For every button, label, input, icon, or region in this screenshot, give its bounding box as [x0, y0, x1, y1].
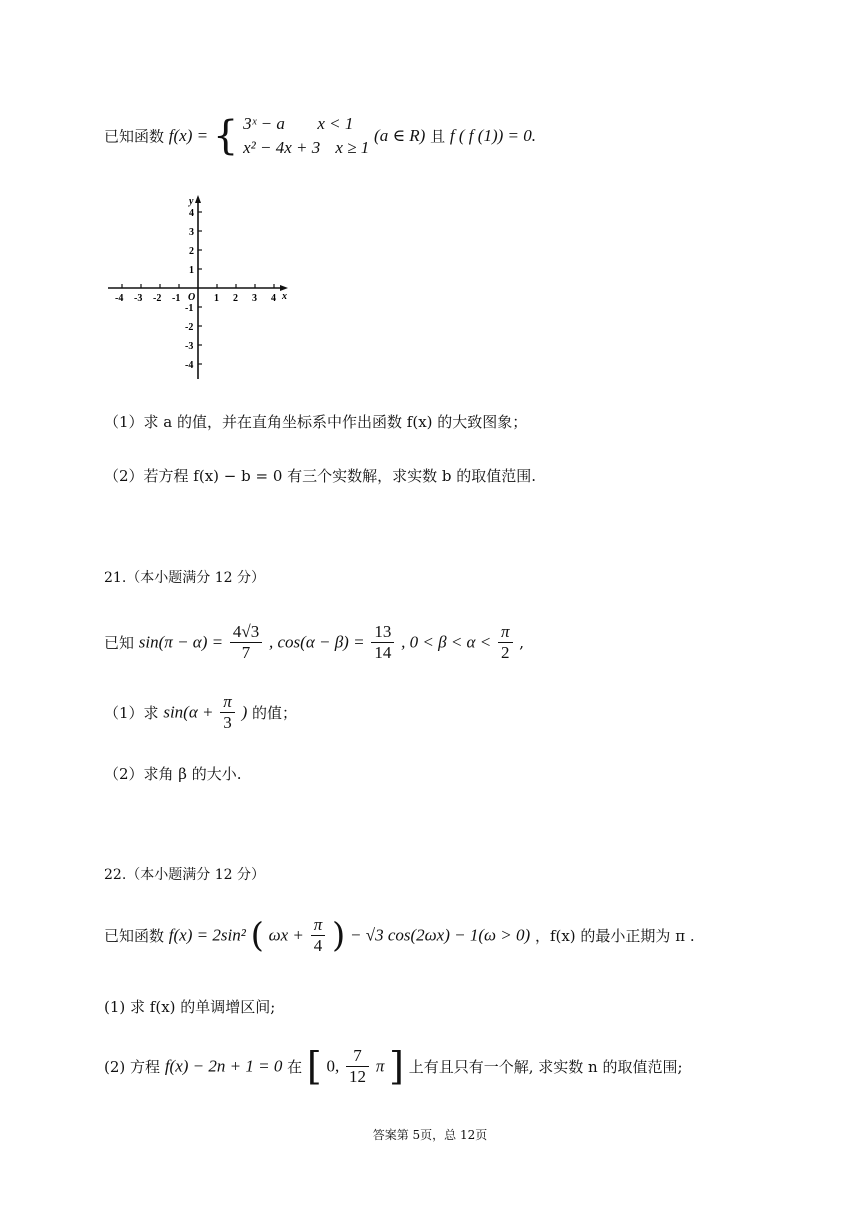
y-tick-label: 1 [189, 265, 194, 276]
problem21-intro: 已知 [104, 634, 135, 652]
x-tick-label: -4 [115, 293, 124, 304]
problem22-question1: (1) 求 f(x) 的单调增区间; [104, 998, 276, 1016]
problem21-statement [104, 622, 524, 663]
x-tick-label: 2 [233, 293, 238, 304]
problem21-question1 [104, 692, 297, 733]
piecewise-cases [243, 112, 369, 160]
y-tick-label: 3 [189, 227, 194, 238]
fraction-numerator: π [220, 692, 235, 713]
problem21-question2: （2）求角 β 的大小. [104, 765, 242, 783]
fraction-pi-over-2 [498, 622, 513, 663]
question2-prefix: (2) 方程 [104, 1058, 161, 1076]
composite-condition: f ( f (1)) = 0. [449, 126, 536, 145]
x-tick-label: -2 [153, 293, 162, 304]
question2-suffix: 上有且只有一个解, 求实数 n 的取值范围; [408, 1058, 683, 1076]
inequality-chain: , 0 < β < α < [401, 632, 492, 652]
question1-close-paren: ) [241, 702, 248, 722]
fraction-pi-over-4 [311, 915, 326, 956]
y-tick-label: -1 [185, 303, 194, 314]
fraction-numerator: 7 [346, 1046, 369, 1067]
y-axis-label: y [189, 196, 194, 207]
parameter-domain: (a ∈ R) [374, 126, 426, 145]
case2-condition: x ≥ 1 [335, 138, 370, 157]
right-bracket: ] [389, 1044, 404, 1089]
question2-in: 在 [287, 1058, 303, 1076]
left-bracket: [ [306, 1044, 322, 1089]
origin-label: O [188, 292, 196, 303]
fraction-denominator: 2 [501, 643, 510, 662]
and-connector: 且 [430, 127, 446, 146]
fraction-numerator: π [311, 915, 326, 936]
x-tick-label: 1 [214, 293, 219, 304]
x-tick-label: -1 [172, 293, 181, 304]
statement-tail: ，f(x) 的最小正期为 π . [534, 927, 695, 945]
problem22-question2 [104, 1046, 683, 1087]
fraction-13-over-14 [371, 622, 394, 663]
fraction-numerator: π [498, 622, 513, 643]
function-name: f(x) = [168, 126, 209, 145]
piecewise-brace: { [212, 113, 239, 159]
problem22-statement [104, 915, 695, 956]
y-tick-label: 4 [189, 208, 194, 219]
fraction-denominator: 7 [241, 643, 251, 662]
fraction-denominator: 3 [223, 713, 232, 732]
function-definition-part1: f(x) = 2sin² [168, 925, 246, 945]
y-tick-label: -3 [185, 341, 194, 352]
equation-lhs2: , cos(α − β) = [269, 632, 365, 652]
case1-condition: x < 1 [317, 114, 354, 133]
problem20-question2: （2）若方程 f(x) − b = 0 有三个实数解，求实数 b 的取值范围. [104, 467, 537, 485]
case1-expression: 3ˣ − a [243, 114, 285, 133]
interval-end-pi: π [375, 1056, 385, 1076]
question1-suffix: 的值； [252, 704, 298, 722]
fraction-4root3-over-7 [230, 622, 262, 663]
question1-expression: sin(α + [163, 702, 214, 722]
case2-expression: x² − 4x + 3 [243, 138, 321, 157]
fraction-numerator: 4√3 [230, 622, 262, 643]
question2-equation: f(x) − 2n + 1 = 0 [164, 1056, 283, 1076]
function-definition-part2: − √3 cos(2ωx) − 1(ω > 0) [350, 925, 531, 945]
fraction-pi-over-3 [220, 692, 235, 733]
fraction-numerator: 13 [371, 622, 394, 643]
left-paren: ( [250, 915, 264, 956]
coordinate-axes-figure [100, 195, 300, 385]
y-tick-label: -2 [185, 322, 194, 333]
page-footer: 答案第 5页，总 12页 [372, 1128, 488, 1142]
x-tick-label: 3 [252, 293, 257, 304]
inner-argument: ωx + [268, 925, 304, 945]
y-axis-arrow [195, 195, 201, 203]
equation-lhs1: sin(π − α) = [138, 632, 224, 652]
statement-tail: , [519, 633, 525, 652]
problem20-statement [104, 112, 536, 160]
problem22-intro: 已知函数 [104, 927, 165, 945]
fraction-denominator: 14 [374, 643, 392, 662]
y-tick-label: -4 [185, 360, 194, 371]
fraction-7-over-12 [346, 1046, 369, 1087]
problem22-header: 22.（本小题满分 12 分） [104, 867, 265, 883]
question1-prefix: （1）求 [104, 704, 159, 722]
x-tick-label: -3 [134, 293, 143, 304]
right-paren: ) [332, 915, 346, 956]
x-axis-label: x [282, 291, 287, 302]
fraction-denominator: 12 [349, 1067, 367, 1086]
x-tick-label: 4 [271, 293, 276, 304]
y-tick-label: 2 [189, 246, 194, 257]
fraction-denominator: 4 [313, 936, 323, 955]
interval-start: 0, [326, 1056, 340, 1076]
problem20-intro: 已知函数 [104, 127, 165, 146]
problem20-question1: （1）求 a 的值，并在直角坐标系中作出函数 f(x) 的大致图象； [104, 413, 528, 431]
problem21-header: 21.（本小题满分 12 分） [104, 570, 265, 586]
